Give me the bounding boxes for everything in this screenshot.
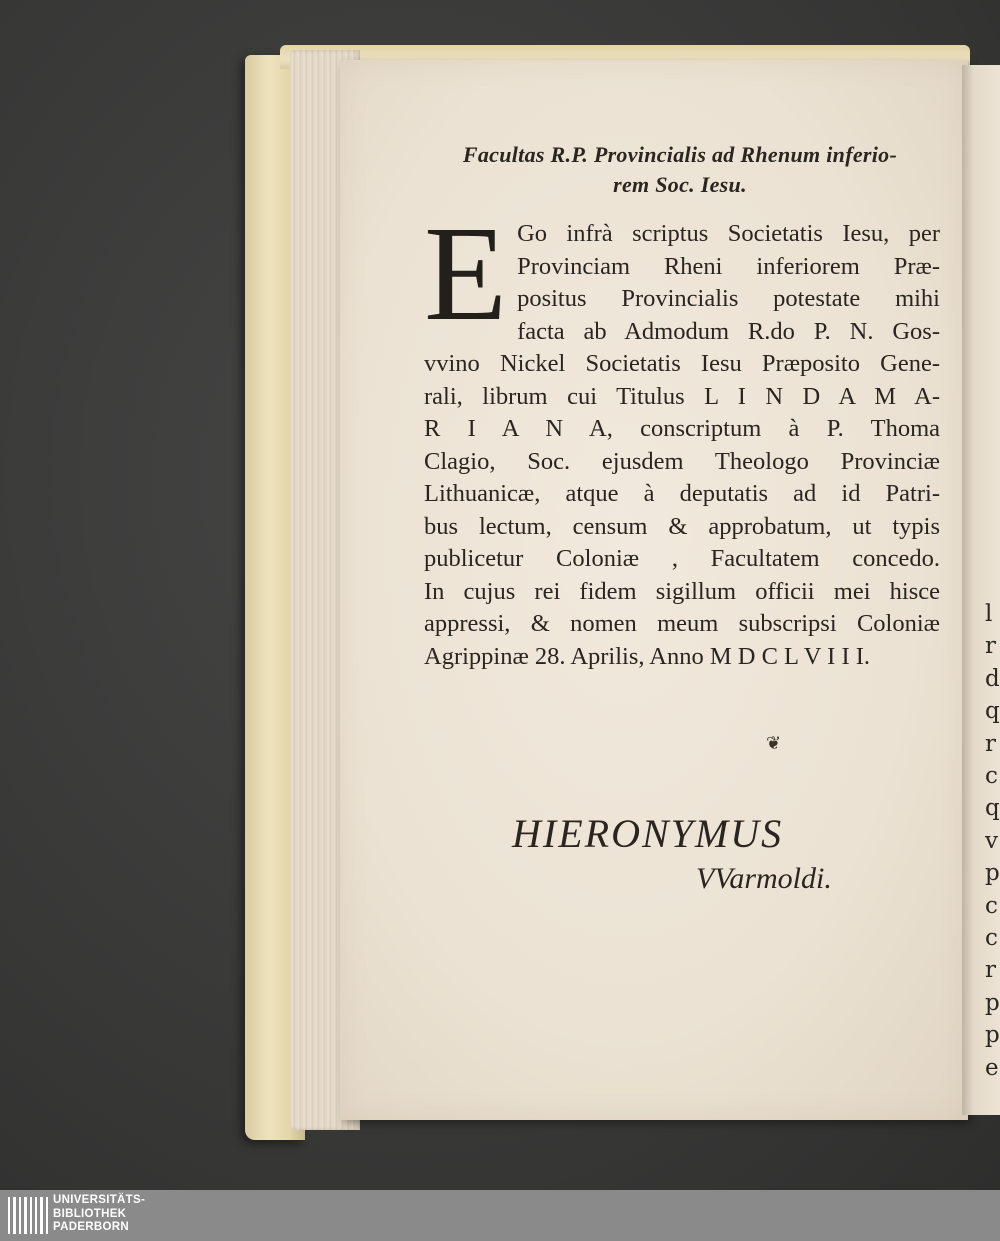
facing-page-text: l r d q r c q v p c c r p p e <box>985 601 1000 1081</box>
text-line: Agrippinæ 28. Aprilis, Anno M D C L V I I I. <box>424 642 871 670</box>
logo-line-2: BIBLIOTHEK <box>53 1207 127 1220</box>
heading-line-2: rem Soc. Iesu. <box>613 172 747 197</box>
text-line: Provinciam Rheni inferiorem Præ- <box>517 252 940 280</box>
footer-bar <box>0 1190 1000 1241</box>
logo-line-3: PADERBORN <box>53 1221 129 1233</box>
text-line: R I A N A, conscriptum à P. Thoma <box>424 415 940 442</box>
signature-name: HIERONYMUS <box>512 811 784 856</box>
body-text <box>424 199 940 673</box>
page-heading <box>400 140 960 200</box>
library-logo-text[interactable] <box>53 1194 145 1235</box>
text-line: publicetur Coloniæ , Facultatem concedo. <box>424 545 940 572</box>
signature-place: VVarmoldi. <box>696 862 832 895</box>
text-line: facta ab Admodum R.do P. N. Gos- <box>517 317 940 345</box>
heading-line-1: Facultas R.P. Provincialis ad Rhenum inferio- <box>462 142 898 167</box>
text-line: Clagio, Soc. ejusdem Theologo Provinciæ <box>424 447 940 475</box>
text-line: rali, librum cui Titulus L I N D A M A- <box>424 382 940 410</box>
text-line: bus lectum, censum & approbatum, ut typis <box>424 512 940 540</box>
text-line: Lithuanicæ, atque à deputatis ad id Patri- <box>424 480 940 507</box>
text-line: appressi, & nomen meum subscripsi Coloniæ <box>424 610 940 637</box>
ornament-icon: ❦ <box>766 733 782 754</box>
drop-cap: E <box>424 199 508 349</box>
text-line: In cujus rei fidem sigillum officii mei hisce <box>424 577 940 605</box>
text-line: positus Provincialis potestate mihi <box>517 285 940 312</box>
logo-line-1: UNIVERSITÄTS- <box>53 1194 146 1206</box>
text-line: vvino Nickel Societatis Iesu Præposito Gene- <box>424 350 940 377</box>
text-line: Go infrà scriptus Societatis Iesu, per <box>517 220 940 247</box>
library-logo-icon[interactable] <box>8 1197 48 1234</box>
